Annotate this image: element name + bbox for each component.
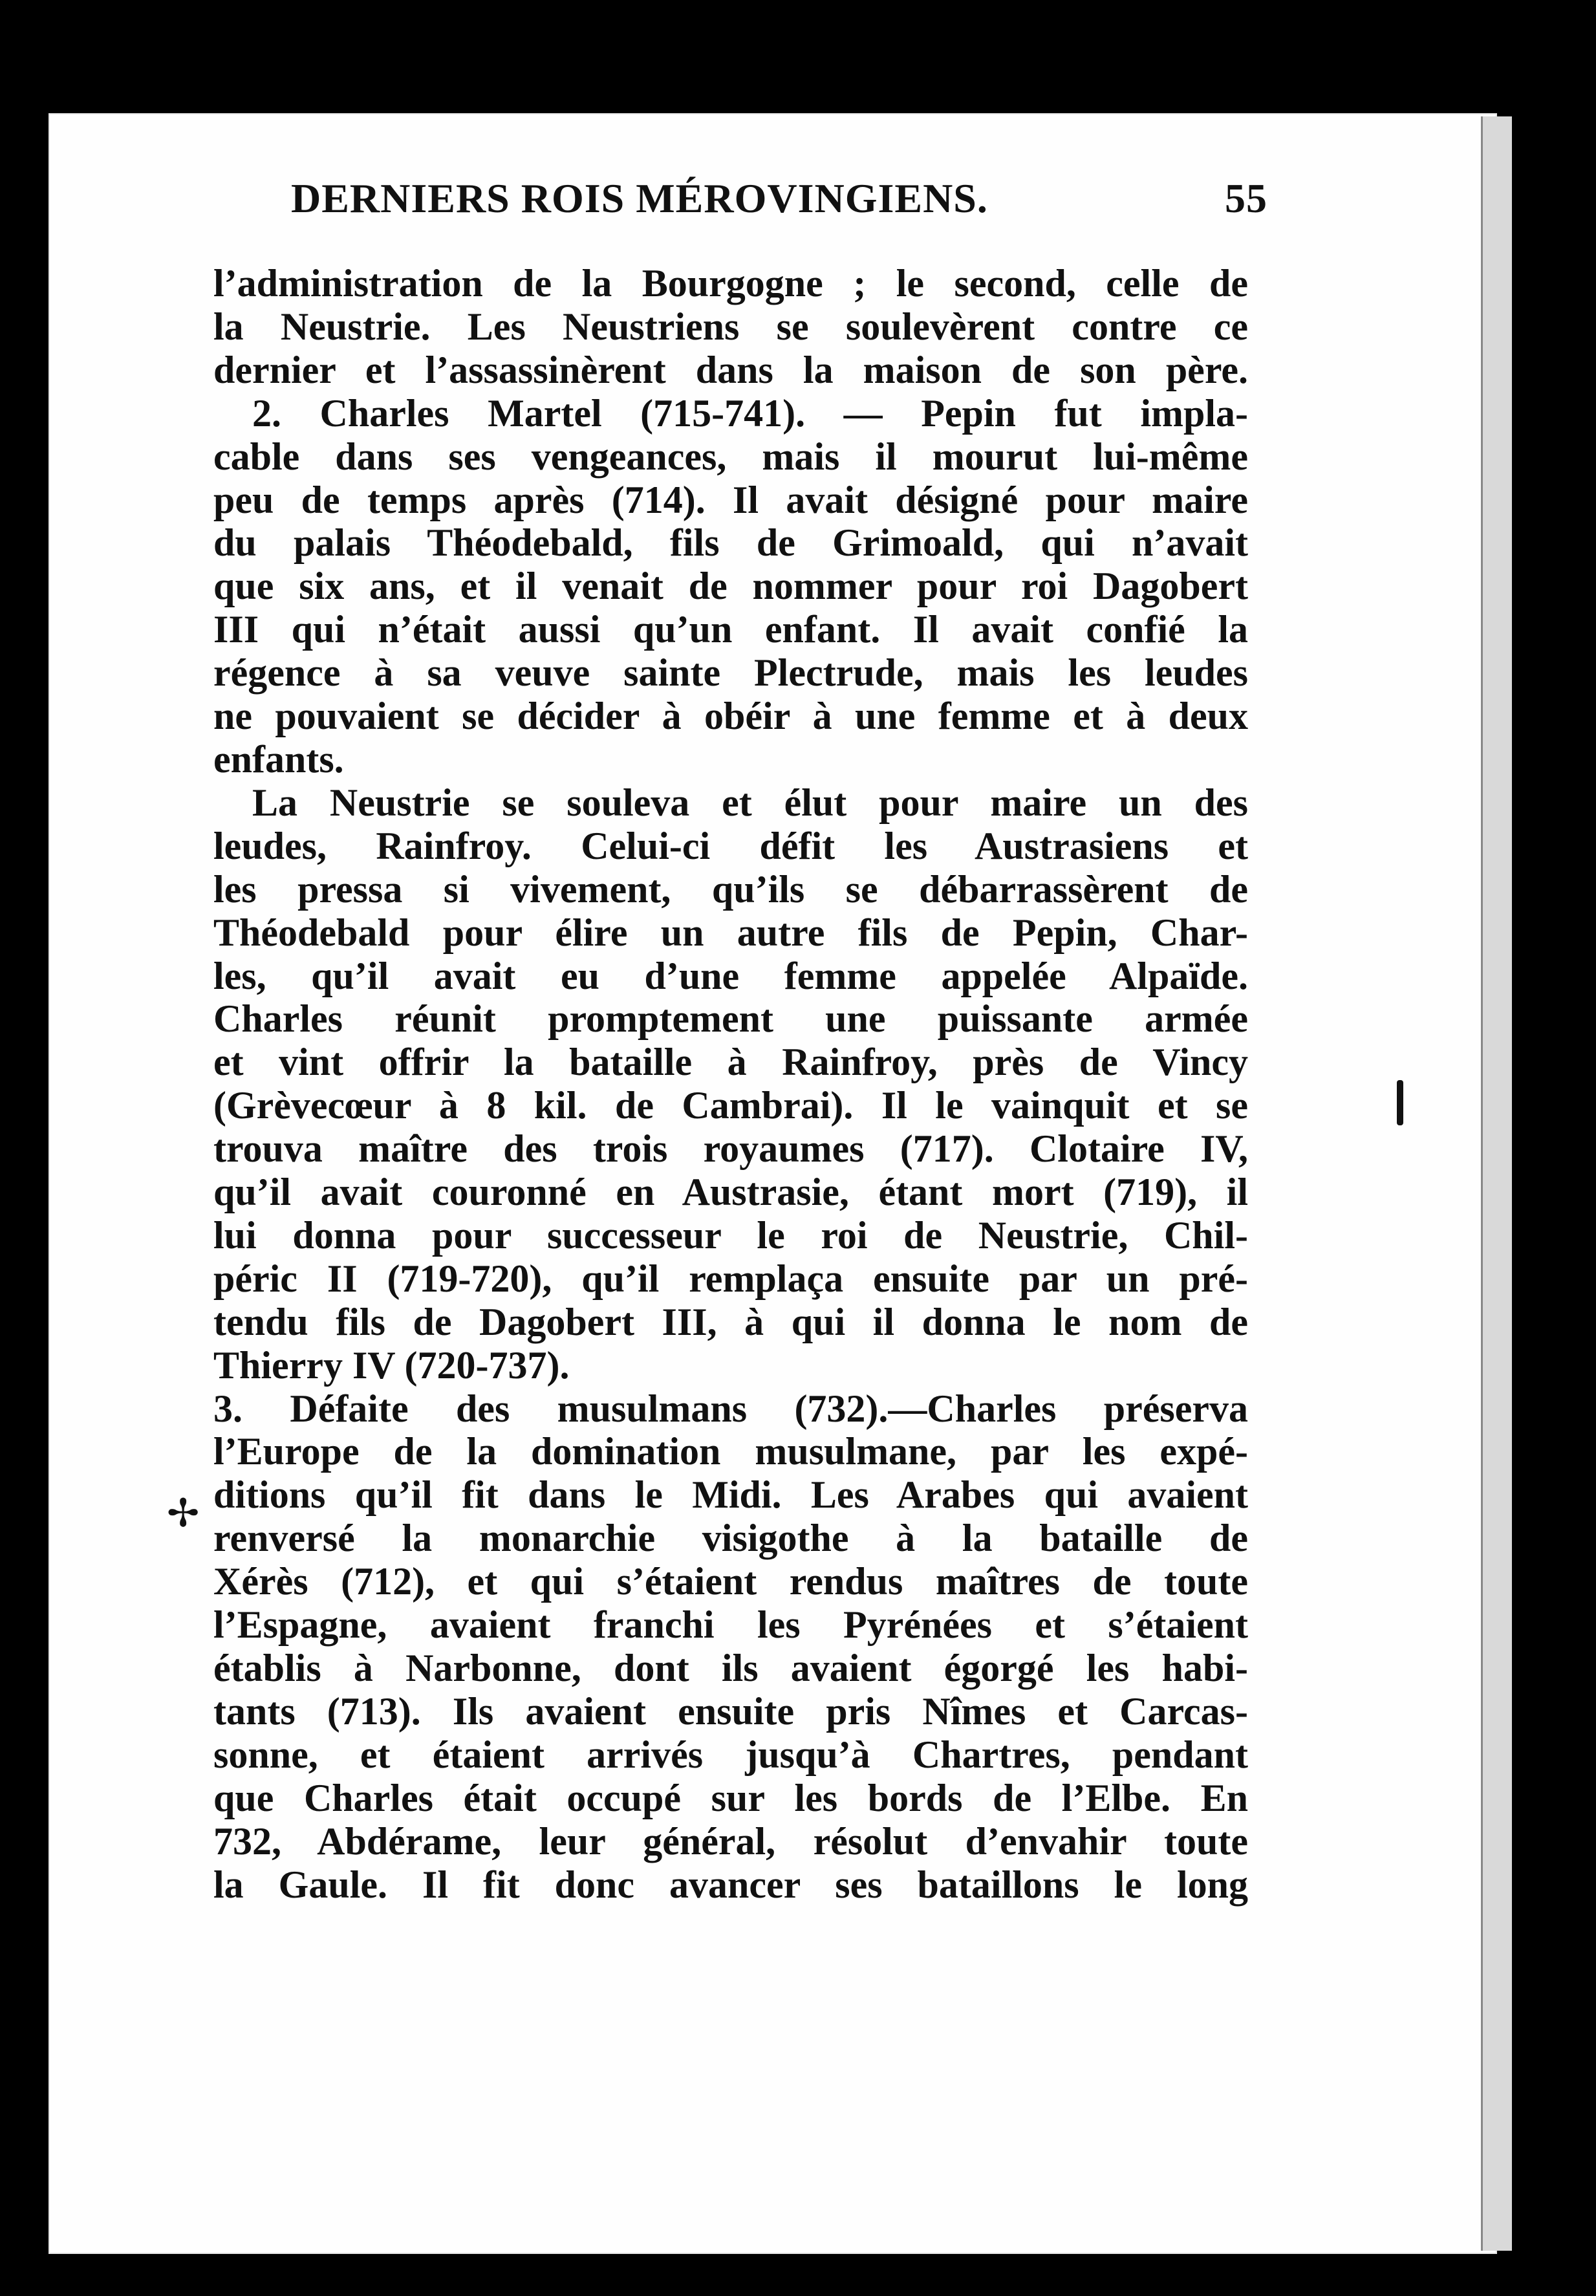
text-line: La Neustrie se souleva et élut pour maire un des xyxy=(252,781,1248,824)
section-heading-line: 3. Défaite des musulmans (732).—Charles préserva xyxy=(213,1387,1248,1430)
running-header xyxy=(291,175,1267,239)
text-line: tants (713). Ils avaient ensuite pris Nîmes et Carcas- xyxy=(213,1689,1248,1733)
text-line: régence à sa veuve sainte Plectrude, mais les leudes xyxy=(213,651,1248,695)
text-line: (Grèvecœur à 8 kil. de Cambrai). Il le vainquit et se xyxy=(213,1084,1248,1127)
header-title: DERNIERS ROIS MÉROVINGIENS. xyxy=(291,175,988,221)
text-line: III qui n’était aussi qu’un enfant. Il avait confié la xyxy=(213,608,1248,651)
text-line: peu de temps après (714). Il avait désigné pour maire xyxy=(213,478,1248,521)
text-line: et vint offrir la bataille à Rainfroy, près de Vincy xyxy=(213,1041,1248,1084)
page-edge xyxy=(1481,116,1512,2251)
text-line: l’Europe de la domination musulmane, par les expé- xyxy=(213,1430,1248,1473)
text-line: que Charles était occupé sur les bords de l’Elbe. En xyxy=(213,1776,1248,1819)
text-line: la Gaule. Il fit donc avancer ses bataillons le long xyxy=(213,1863,1248,1906)
text-line: la Neustrie. Les Neustriens se soulevèrent contre ce xyxy=(213,305,1248,348)
text-line: péric II (719-720), qu’il remplaça ensuite par un pré- xyxy=(213,1257,1248,1300)
text-line: Théodebald pour élire un autre fils de Pepin, Char- xyxy=(213,911,1248,954)
body-text xyxy=(213,262,1248,1906)
text-line: enfants. xyxy=(213,737,344,781)
text-line: renversé la monarchie visigothe à la bataille de xyxy=(213,1517,1248,1560)
text-line: du palais Théodebald, fils de Grimoald, qui n’avait xyxy=(213,521,1248,565)
page-number: 55 xyxy=(1225,175,1267,221)
text-line: trouva maître des trois royaumes (717). Clotaire IV, xyxy=(213,1127,1248,1171)
text-line: dernier et l’assassinèrent dans la maison de son père. xyxy=(213,348,1248,391)
margin-mark-icon: ✢ xyxy=(167,1492,200,1535)
text-line: leudes, Rainfroy. Celui-ci défit les Austrasiens et xyxy=(213,824,1248,867)
text-line: que six ans, et il venait de nommer pour roi Dagobert xyxy=(213,565,1248,608)
text-line: 732, Abdérame, leur général, résolut d’envahir toute xyxy=(213,1819,1248,1863)
text-line: cable dans ses vengeances, mais il mourut lui-même xyxy=(213,435,1248,478)
text-line: Charles réunit promptement une puissante armée xyxy=(213,997,1248,1041)
text-line: Thierry IV (720-737). xyxy=(213,1343,570,1387)
text-line: établis à Narbonne, dont ils avaient égorgé les habi- xyxy=(213,1647,1248,1689)
text-line: ne pouvaient se décider à obéir à une femme et à deux xyxy=(213,695,1248,738)
text-line: Xérès (712), et qui s’étaient rendus maîtres de toute xyxy=(213,1560,1248,1603)
text-line: qu’il avait couronné en Austrasie, étant mort (719), il xyxy=(213,1171,1248,1214)
text-line: l’Espagne, avaient franchi les Pyrénées et s’étaient xyxy=(213,1603,1248,1647)
text-line: les pressa si vivement, qu’ils se débarrassèrent de xyxy=(213,867,1248,911)
text-line: ditions qu’il fit dans le Midi. Les Arabes qui avaient xyxy=(213,1473,1248,1517)
text-line: lui donna pour successeur le roi de Neustrie, Chil- xyxy=(213,1213,1248,1257)
margin-speck xyxy=(1397,1080,1403,1125)
text-line: sonne, et étaient arrivés jusqu’à Chartres, pendant xyxy=(213,1733,1248,1776)
text-line: l’administration de la Bourgogne ; le second, celle de xyxy=(213,262,1248,305)
section-heading-line: 2. Charles Martel (715-741). — Pepin fut impla- xyxy=(252,391,1248,435)
text-line: tendu fils de Dagobert III, à qui il donna le nom de xyxy=(213,1300,1248,1343)
text-line: les, qu’il avait eu d’une femme appelée Alpaïde. xyxy=(213,954,1248,997)
